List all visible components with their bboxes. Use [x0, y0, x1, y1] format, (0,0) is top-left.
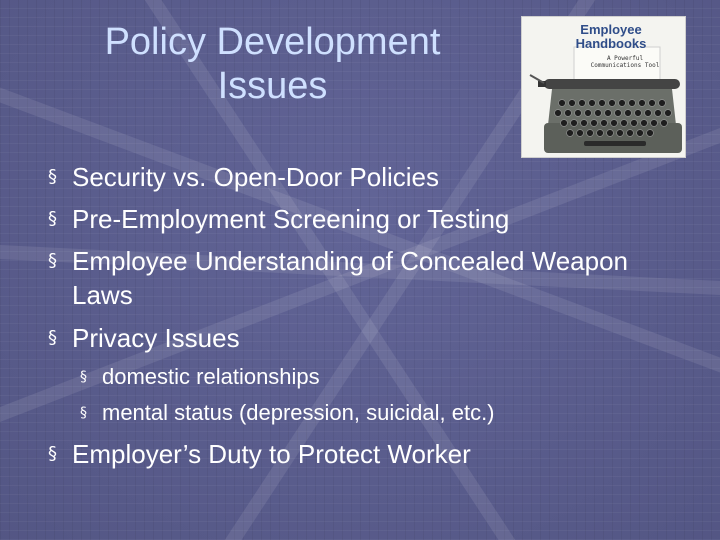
sub-bullet-marker: § — [80, 369, 87, 385]
bullet-text: Employee Understanding of Concealed Weapon Laws — [72, 246, 628, 310]
bullet-marker: § — [48, 443, 57, 464]
bullet-text: Security vs. Open-Door Policies — [72, 162, 440, 192]
sub-bullet-marker: § — [80, 405, 87, 421]
bullet-marker: § — [48, 250, 57, 271]
sub-bullet-item — [80, 398, 680, 428]
handbook-tagline-line-2: Communications Tool — [590, 62, 660, 69]
title-line-1: Policy Development — [104, 21, 441, 63]
title-line-2: Issues — [217, 65, 328, 107]
bullet-item — [48, 244, 648, 312]
bullet-marker: § — [48, 208, 57, 229]
bullet-text: Privacy Issues — [72, 323, 240, 353]
bullet-item — [48, 437, 668, 471]
handbook-title-line-2: Handbooks — [575, 36, 647, 51]
bullet-item — [48, 321, 668, 355]
bullet-marker: § — [48, 166, 57, 187]
sub-bullet-item — [80, 362, 680, 392]
handbook-tagline-line-1: A Powerful — [606, 55, 644, 62]
sub-bullet-text: mental status (depression, suicidal, etc.) — [102, 400, 495, 425]
bullet-item — [48, 202, 668, 236]
bullet-marker: § — [48, 327, 57, 348]
handbook-title — [542, 23, 680, 51]
employee-handbooks-image — [521, 16, 686, 158]
bullet-text: Employer’s Duty to Protect Worker — [72, 439, 471, 469]
handbook-tagline — [580, 55, 670, 69]
sub-bullet-text: domestic relationships — [102, 364, 320, 389]
slide-title — [40, 20, 505, 108]
handbook-title-line-1: Employee — [580, 22, 642, 37]
bullet-text: Pre-Employment Screening or Testing — [72, 204, 510, 234]
bullet-item — [48, 160, 668, 194]
